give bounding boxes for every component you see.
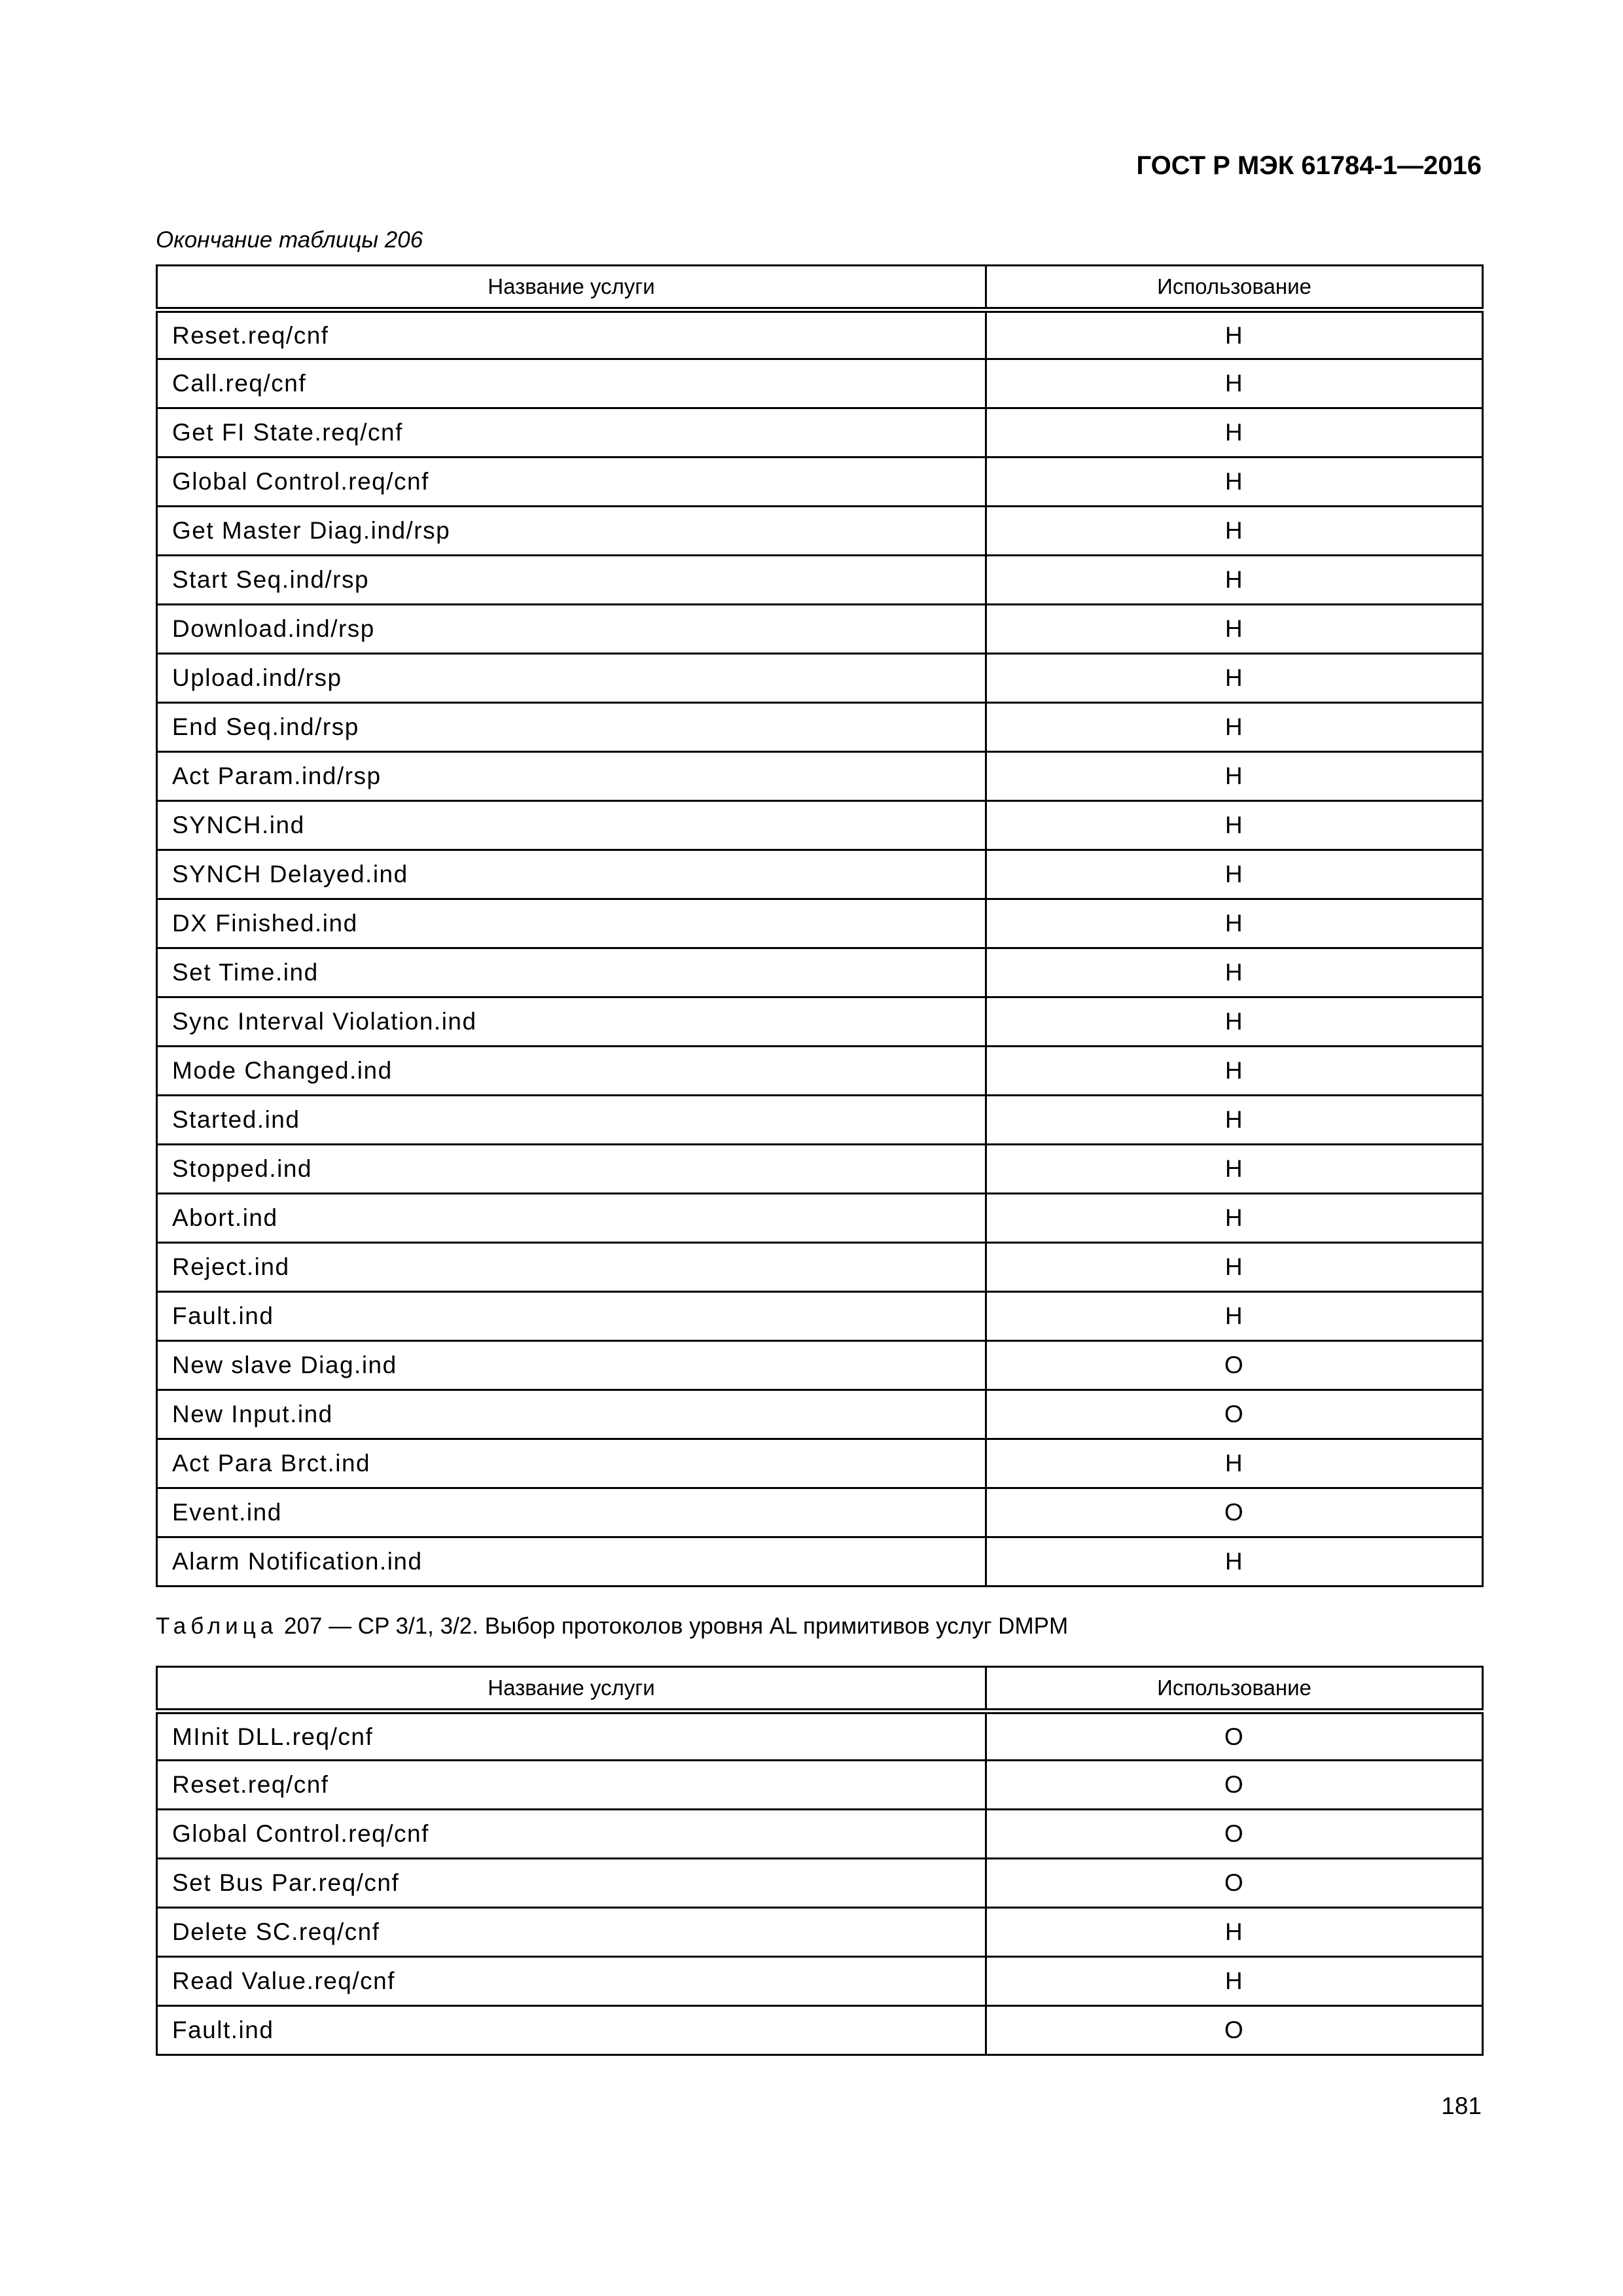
service-name-cell: Reject.ind: [157, 1243, 986, 1292]
service-name-cell: Event.ind: [157, 1488, 986, 1537]
table-row: [157, 507, 1483, 556]
service-name-cell: Call.req/cnf: [157, 359, 986, 408]
service-name-cell: Start Seq.ind/rsp: [157, 556, 986, 605]
usage-cell: O: [986, 1390, 1483, 1439]
service-name-cell: Get FI State.req/cnf: [157, 408, 986, 457]
service-name-cell: Set Time.ind: [157, 948, 986, 997]
table-row: [157, 654, 1483, 703]
table-row: [157, 1859, 1483, 1908]
service-name-cell: Delete SC.req/cnf: [157, 1908, 986, 1957]
service-name-cell: Alarm Notification.ind: [157, 1537, 986, 1587]
table-row: [157, 1390, 1483, 1439]
column-header-service-name: Название услуги: [157, 266, 986, 310]
usage-cell: O: [986, 2006, 1483, 2055]
usage-cell: H: [986, 605, 1483, 654]
service-name-cell: Download.ind/rsp: [157, 605, 986, 654]
table-row: [157, 1761, 1483, 1810]
table-row: [157, 850, 1483, 899]
table-row: [157, 457, 1483, 507]
page-number: 181: [1441, 2092, 1482, 2119]
usage-cell: H: [986, 1145, 1483, 1194]
table-row: [157, 408, 1483, 457]
usage-cell: H: [986, 899, 1483, 948]
usage-cell: H: [986, 310, 1483, 359]
usage-cell: H: [986, 948, 1483, 997]
usage-cell: H: [986, 1537, 1483, 1587]
table-row: [157, 1488, 1483, 1537]
table-row: [157, 1243, 1483, 1292]
usage-cell: H: [986, 1292, 1483, 1341]
usage-cell: H: [986, 1908, 1483, 1957]
service-name-cell: End Seq.ind/rsp: [157, 703, 986, 752]
column-header-usage: Использование: [986, 266, 1483, 310]
usage-cell: H: [986, 1047, 1483, 1096]
table-row: [157, 899, 1483, 948]
usage-cell: O: [986, 1859, 1483, 1908]
table-row: [157, 1145, 1483, 1194]
usage-cell: H: [986, 654, 1483, 703]
table-row: [157, 1537, 1483, 1587]
usage-cell: H: [986, 556, 1483, 605]
table-row: [157, 359, 1483, 408]
table-row: [157, 1194, 1483, 1243]
usage-cell: H: [986, 850, 1483, 899]
usage-cell: O: [986, 1810, 1483, 1859]
table-207-caption-label: Таблица: [156, 1613, 278, 1639]
usage-cell: H: [986, 1243, 1483, 1292]
table-row: [157, 948, 1483, 997]
table-row: [157, 2006, 1483, 2055]
table-row: [157, 997, 1483, 1047]
service-name-cell: Global Control.req/cnf: [157, 1810, 986, 1859]
service-name-cell: Abort.ind: [157, 1194, 986, 1243]
usage-cell: O: [986, 1712, 1483, 1761]
service-name-cell: Act Param.ind/rsp: [157, 752, 986, 801]
service-name-cell: Fault.ind: [157, 2006, 986, 2055]
usage-cell: O: [986, 1341, 1483, 1390]
service-name-cell: DX Finished.ind: [157, 899, 986, 948]
usage-cell: H: [986, 457, 1483, 507]
table-206-caption: Окончание таблицы 206: [156, 227, 423, 253]
service-name-cell: Fault.ind: [157, 1292, 986, 1341]
table-207-caption: [156, 1610, 1068, 1643]
usage-cell: H: [986, 1096, 1483, 1145]
column-header-usage: Использование: [986, 1667, 1483, 1712]
usage-cell: H: [986, 1439, 1483, 1488]
table-row: [157, 1096, 1483, 1145]
table-row: [157, 801, 1483, 850]
usage-cell: H: [986, 507, 1483, 556]
table-row: [157, 1957, 1483, 2006]
table-header-row: [157, 1667, 1483, 1712]
table-header-row: [157, 266, 1483, 310]
table-207-caption-text: 207 — CP 3/1, 3/2. Выбор протоколов уровня AL примитивов услуг DMPM: [277, 1613, 1069, 1639]
service-name-cell: Reset.req/cnf: [157, 310, 986, 359]
service-name-cell: MInit DLL.req/cnf: [157, 1712, 986, 1761]
usage-cell: H: [986, 1194, 1483, 1243]
table-row: [157, 1810, 1483, 1859]
service-name-cell: New Input.ind: [157, 1390, 986, 1439]
usage-cell: H: [986, 752, 1483, 801]
usage-cell: H: [986, 997, 1483, 1047]
table-row: [157, 1439, 1483, 1488]
usage-cell: H: [986, 359, 1483, 408]
service-name-cell: Upload.ind/rsp: [157, 654, 986, 703]
table-row: [157, 1292, 1483, 1341]
usage-cell: H: [986, 1957, 1483, 2006]
service-name-cell: New slave Diag.ind: [157, 1341, 986, 1390]
table-row: [157, 1712, 1483, 1761]
usage-cell: H: [986, 408, 1483, 457]
table-row: [157, 703, 1483, 752]
usage-cell: H: [986, 801, 1483, 850]
table-row: [157, 310, 1483, 359]
table-row: [157, 605, 1483, 654]
table-207: [156, 1666, 1484, 2056]
service-name-cell: Reset.req/cnf: [157, 1761, 986, 1810]
usage-cell: H: [986, 703, 1483, 752]
table-row: [157, 1341, 1483, 1390]
service-name-cell: SYNCH Delayed.ind: [157, 850, 986, 899]
table-row: [157, 1047, 1483, 1096]
service-name-cell: Stopped.ind: [157, 1145, 986, 1194]
service-name-cell: Mode Changed.ind: [157, 1047, 986, 1096]
column-header-service-name: Название услуги: [157, 1667, 986, 1712]
table-row: [157, 556, 1483, 605]
service-name-cell: Global Control.req/cnf: [157, 457, 986, 507]
service-name-cell: Started.ind: [157, 1096, 986, 1145]
table-row: [157, 1908, 1483, 1957]
document-id: ГОСТ Р МЭК 61784-1—2016: [1136, 151, 1482, 180]
service-name-cell: Get Master Diag.ind/rsp: [157, 507, 986, 556]
service-name-cell: Read Value.req/cnf: [157, 1957, 986, 2006]
service-name-cell: Set Bus Par.req/cnf: [157, 1859, 986, 1908]
table-row: [157, 752, 1483, 801]
service-name-cell: Act Para Brct.ind: [157, 1439, 986, 1488]
usage-cell: O: [986, 1488, 1483, 1537]
service-name-cell: SYNCH.ind: [157, 801, 986, 850]
service-name-cell: Sync Interval Violation.ind: [157, 997, 986, 1047]
table-206: [156, 264, 1484, 1587]
usage-cell: O: [986, 1761, 1483, 1810]
